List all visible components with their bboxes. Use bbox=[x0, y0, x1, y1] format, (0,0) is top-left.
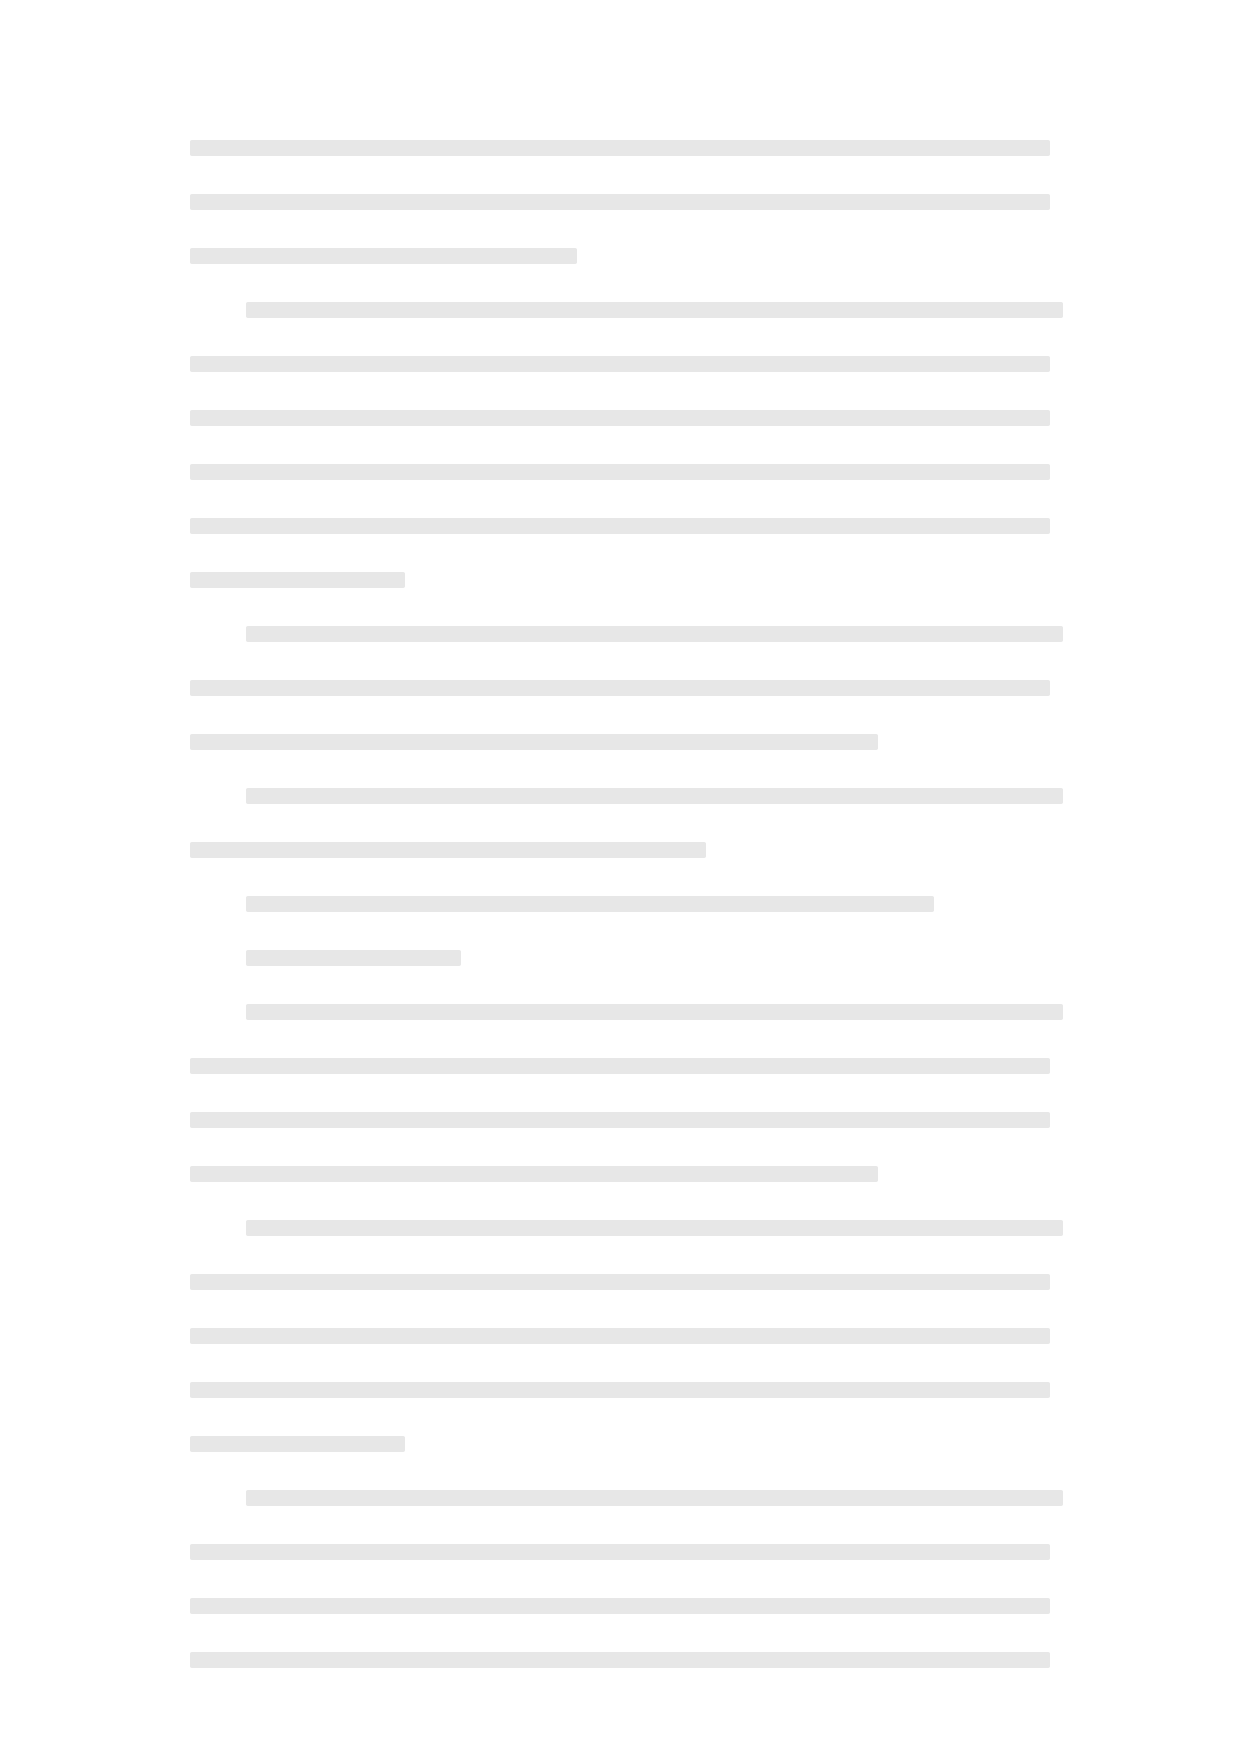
text-line bbox=[190, 1328, 1050, 1344]
text-line bbox=[190, 140, 1050, 156]
text-line bbox=[190, 1652, 1050, 1668]
text-line bbox=[190, 518, 1050, 534]
text-line bbox=[190, 1166, 878, 1182]
body-text-column bbox=[190, 140, 1050, 1706]
text-line bbox=[190, 842, 706, 858]
text-line bbox=[190, 680, 1050, 696]
text-line bbox=[246, 896, 934, 912]
text-line bbox=[190, 410, 1050, 426]
text-line bbox=[190, 1598, 1050, 1614]
text-line bbox=[246, 1004, 1063, 1020]
text-line bbox=[190, 194, 1050, 210]
text-line bbox=[246, 302, 1063, 318]
text-line bbox=[190, 356, 1050, 372]
text-line bbox=[190, 248, 577, 264]
text-line bbox=[190, 1436, 405, 1452]
text-line bbox=[246, 1490, 1063, 1506]
text-line bbox=[190, 734, 878, 750]
text-line bbox=[190, 1382, 1050, 1398]
text-line bbox=[190, 1058, 1050, 1074]
text-line bbox=[190, 572, 405, 588]
text-line bbox=[190, 1544, 1050, 1560]
text-line bbox=[190, 1112, 1050, 1128]
text-line bbox=[190, 1274, 1050, 1290]
text-line bbox=[246, 626, 1063, 642]
text-line bbox=[246, 788, 1063, 804]
text-line bbox=[190, 464, 1050, 480]
text-line bbox=[246, 1220, 1063, 1236]
section-heading bbox=[246, 950, 461, 966]
